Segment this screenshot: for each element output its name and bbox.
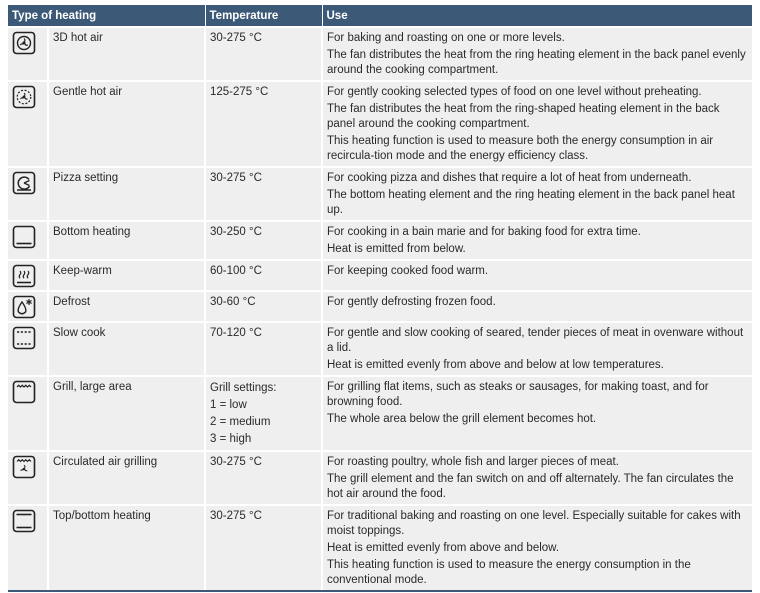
use-line: The whole area below the grill element becomes hot.: [327, 413, 597, 425]
use-line: This heating function is used to measure both the energy consumption in air recircula-tion mode and the energy efficiency class.: [327, 135, 714, 162]
table-bottom-rule: [8, 590, 752, 592]
heating-name: Defrost: [48, 291, 205, 322]
table-header-row: [8, 5, 752, 27]
table-row: [8, 221, 752, 260]
use-line: For baking and roasting on one or more levels.: [327, 32, 565, 44]
table-row: [8, 505, 752, 590]
use-line: For gentle and slow cooking of seared, tender pieces of meat in ovenware without a lid.: [327, 327, 744, 354]
use-line: Heat is emitted from below.: [327, 243, 466, 255]
heating-name: Pizza setting: [48, 167, 205, 221]
use-line: The fan distributes the heat from the ring-shaped heating element in the back panel around the cooking compartment.: [327, 103, 720, 130]
heating-functions-table: [8, 5, 752, 590]
defrost-icon: [12, 295, 36, 319]
table-row: [8, 322, 752, 376]
use-line: This heating function is used to measure the energy consumption in the conventional mode.: [327, 559, 691, 586]
table-row: [8, 376, 752, 451]
use-line: Heat is emitted evenly from above and below.: [327, 542, 560, 554]
heating-name: 3D hot air: [48, 27, 205, 81]
heating-use: [322, 376, 752, 451]
heating-temperature: 30-250 °C: [205, 221, 322, 260]
heating-temperature: 30-275 °C: [205, 505, 322, 590]
use-line: For roasting poultry, whole fish and larger pieces of meat.: [327, 456, 619, 468]
heating-use: [322, 451, 752, 505]
heating-use: [322, 81, 752, 167]
top-bottom-heating-icon: [12, 509, 36, 533]
keep-warm-icon: [12, 264, 36, 288]
grill-setting-3: 3 = high: [210, 433, 252, 445]
circulated-air-grilling-icon: [12, 455, 36, 479]
grill-large-area-icon: [12, 380, 36, 404]
heating-temperature: 30-275 °C: [205, 451, 322, 505]
use-line: The bottom heating element and the ring heating element in the back panel heat up.: [327, 189, 735, 216]
use-line: For grilling flat items, such as steaks or sausages, for making toast, and for browning food.: [327, 381, 709, 408]
use-line: For cooking pizza and dishes that require a lot of heat from underneath.: [327, 172, 692, 184]
heating-name: Slow cook: [48, 322, 205, 376]
header-use: Use: [322, 5, 752, 27]
heating-temperature: 30-275 °C: [205, 27, 322, 81]
heating-use: [322, 260, 752, 291]
grill-settings-label: Grill settings:: [210, 382, 277, 394]
heating-use: [322, 167, 752, 221]
heating-use: [322, 322, 752, 376]
pizza-setting-icon: [12, 171, 36, 195]
heating-name: Keep-warm: [48, 260, 205, 291]
heating-name: Grill, large area: [48, 376, 205, 451]
heating-use: [322, 291, 752, 322]
heating-name: Circulated air grilling: [48, 451, 205, 505]
heating-use: [322, 505, 752, 590]
use-line: For gently cooking selected types of food on one level without preheating.: [327, 86, 702, 98]
table-row: [8, 451, 752, 505]
gentle-hot-air-icon: [12, 85, 36, 109]
header-temperature: Temperature: [205, 5, 322, 27]
use-line: The fan distributes the heat from the ring heating element in the back panel evenly around the cooking compartment.: [327, 49, 746, 76]
3d-hot-air-icon: [12, 31, 36, 55]
table-row: [8, 291, 752, 322]
table-row: [8, 167, 752, 221]
heating-name: Bottom heating: [48, 221, 205, 260]
use-line: For traditional baking and roasting on one level. Especially suitable for cakes with moist toppings.: [327, 510, 741, 537]
use-line: For gently defrosting frozen food.: [327, 296, 496, 308]
heating-temperature: 70-120 °C: [205, 322, 322, 376]
grill-setting-1: 1 = low: [210, 399, 247, 411]
use-line: For keeping cooked food warm.: [327, 265, 489, 277]
heating-temperature: 30-60 °C: [205, 291, 322, 322]
use-line: For cooking in a bain marie and for baking food for extra time.: [327, 226, 641, 238]
heating-temperature: 125-275 °C: [205, 81, 322, 167]
header-type-of-heating: Type of heating: [8, 5, 205, 27]
table-row: [8, 27, 752, 81]
heating-temperature: 60-100 °C: [205, 260, 322, 291]
table-row: [8, 260, 752, 291]
heating-temperature: 30-275 °C: [205, 167, 322, 221]
heating-use: [322, 221, 752, 260]
heating-temperature: [205, 376, 322, 451]
use-line: The grill element and the fan switch on and off alternately. The fan circulates the hot air around the food.: [327, 473, 734, 500]
heating-use: [322, 27, 752, 81]
use-line: Heat is emitted evenly from above and below at low temperatures.: [327, 359, 664, 371]
table-row: [8, 81, 752, 167]
heating-name: Gentle hot air: [48, 81, 205, 167]
bottom-heating-icon: [12, 225, 36, 249]
slow-cook-icon: [12, 326, 36, 350]
grill-setting-2: 2 = medium: [210, 416, 271, 428]
heating-name: Top/bottom heating: [48, 505, 205, 590]
